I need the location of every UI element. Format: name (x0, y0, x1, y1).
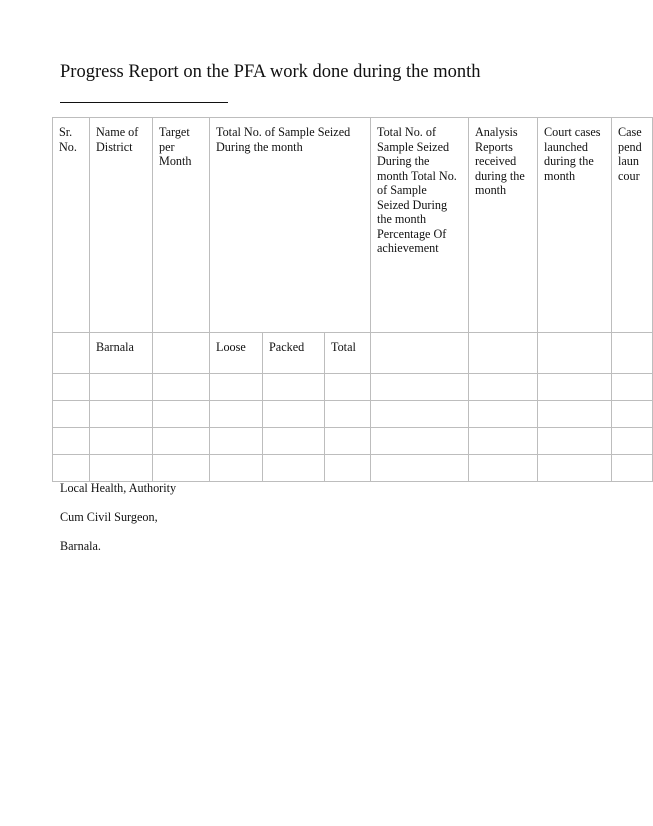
table-cell (210, 428, 263, 455)
table-cell (538, 374, 612, 401)
table-cell (263, 455, 325, 482)
table-cell (469, 374, 538, 401)
table-cell (153, 401, 210, 428)
table-cell (612, 374, 653, 401)
table-cell (90, 374, 153, 401)
header-target: Target per Month (153, 118, 210, 333)
header-analysis-reports: Analysis Reports received during the month (469, 118, 538, 333)
table-cell (612, 333, 653, 374)
table-cell (469, 333, 538, 374)
table-cell (325, 401, 371, 428)
signature-line-authority: Local Health, Authority (60, 481, 177, 495)
signature-line-location: Barnala. (60, 539, 101, 553)
table-cell (53, 333, 90, 374)
table-cell (371, 374, 469, 401)
table-row (53, 455, 653, 482)
table-cell (90, 428, 153, 455)
table-cell (538, 333, 612, 374)
loose-cell: Loose (210, 333, 263, 374)
table-cell (469, 428, 538, 455)
table-cell (53, 401, 90, 428)
table-cell (371, 428, 469, 455)
table-cell (469, 401, 538, 428)
signature-line-designation: Cum Civil Surgeon, (60, 510, 158, 524)
table-cell (538, 428, 612, 455)
table-cell (53, 428, 90, 455)
district-cell: Barnala (90, 333, 153, 374)
month-blank-line (60, 102, 228, 103)
table-cell (371, 333, 469, 374)
table-cell (538, 401, 612, 428)
packed-cell: Packed (263, 333, 325, 374)
table-cell (325, 428, 371, 455)
table-cell (325, 455, 371, 482)
progress-report-table (52, 117, 653, 482)
header-total-percentage: Total No. of Sample Seized During the month Total No. of Sample Seized During the month Percentage Of achievement (371, 118, 469, 333)
table-cell (612, 401, 653, 428)
table-cell (90, 455, 153, 482)
table-cell (263, 428, 325, 455)
table-cell (153, 428, 210, 455)
table-cell (371, 401, 469, 428)
header-sr-no: Sr. No. (53, 118, 90, 333)
table-row (53, 428, 653, 455)
table-cell (371, 455, 469, 482)
table-cell (210, 455, 263, 482)
table-cell (153, 455, 210, 482)
table-cell (53, 374, 90, 401)
table-cell (153, 333, 210, 374)
header-cases-pending: Case pend laun cour (612, 118, 653, 333)
table-cell (469, 455, 538, 482)
header-row (53, 118, 653, 333)
header-district: Name of District (90, 118, 153, 333)
table-row (53, 374, 653, 401)
table-cell (263, 401, 325, 428)
total-cell: Total (325, 333, 371, 374)
report-title: Progress Report on the PFA work done during the month (60, 62, 481, 82)
table-cell (210, 374, 263, 401)
table-cell (210, 401, 263, 428)
table-cell (153, 374, 210, 401)
table-row (53, 333, 653, 374)
header-total-seized: Total No. of Sample Seized During the month (210, 118, 371, 333)
table-cell (90, 401, 153, 428)
table-cell (612, 455, 653, 482)
table-cell (263, 374, 325, 401)
table-cell (538, 455, 612, 482)
table-cell (612, 428, 653, 455)
table-cell (53, 455, 90, 482)
table-row (53, 401, 653, 428)
table-cell (325, 374, 371, 401)
header-court-cases: Court cases launched during the month (538, 118, 612, 333)
